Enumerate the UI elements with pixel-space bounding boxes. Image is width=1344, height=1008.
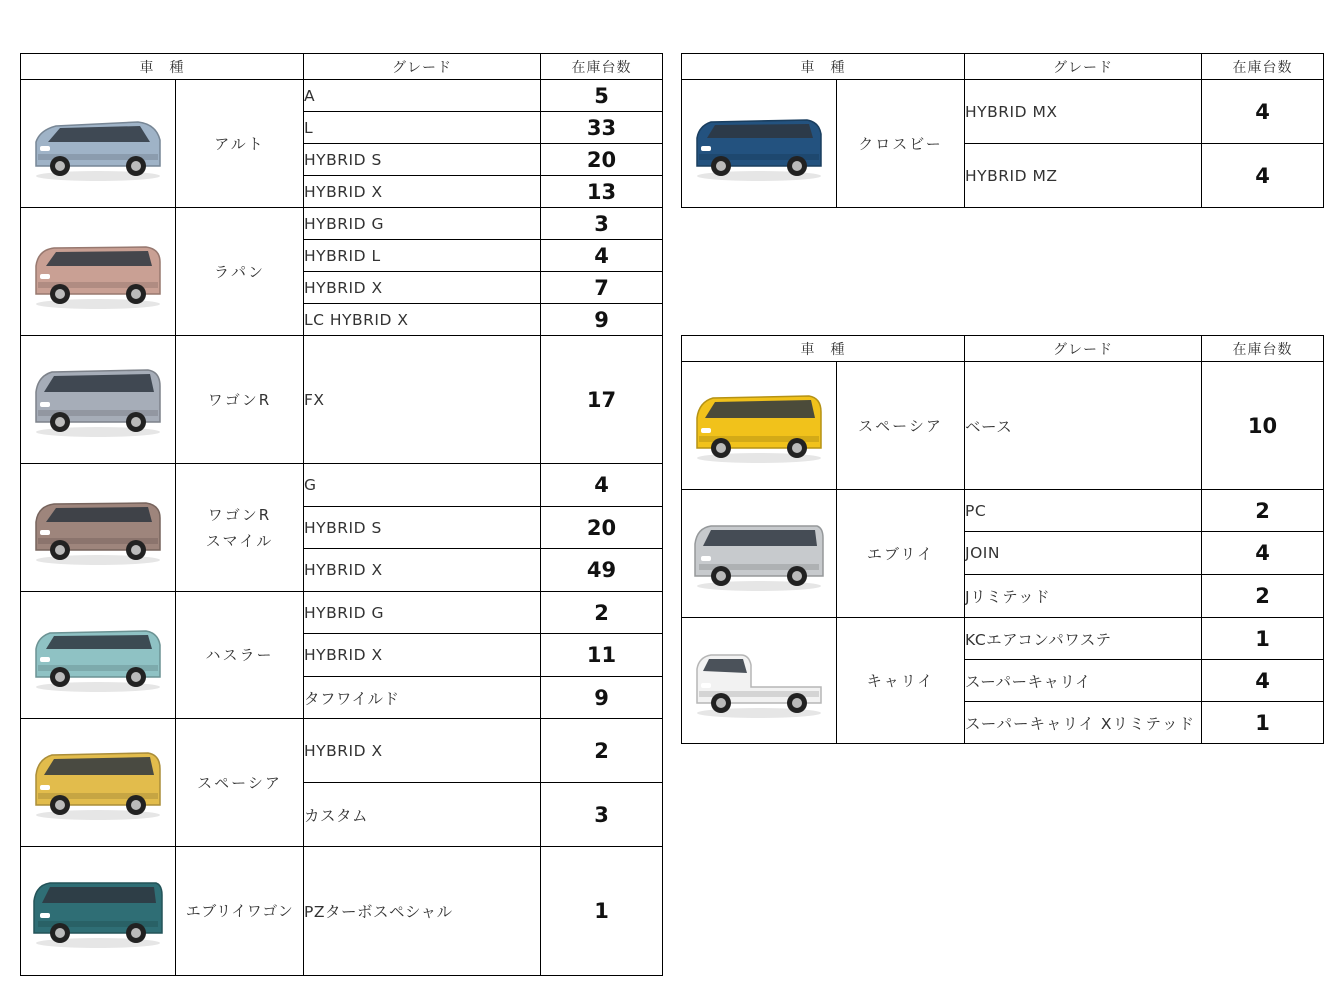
grade-name: HYBRID MX	[965, 80, 1202, 144]
grade-name: HYBRID L	[304, 240, 541, 272]
stock-count: 2	[541, 719, 663, 783]
stock-count: 4	[1202, 144, 1324, 208]
stock-count: 5	[541, 80, 663, 112]
model-name: スペーシア	[837, 362, 965, 490]
model-name-line1: ワゴンR	[207, 505, 272, 524]
grade-name: HYBRID G	[304, 592, 541, 634]
model-name: アルト	[176, 80, 304, 208]
car-image-every-van	[682, 490, 837, 618]
grade-name: スーパーキャリイ	[965, 660, 1202, 702]
grade-name: スーパーキャリイ Xリミテッド	[965, 702, 1202, 744]
stock-count: 2	[1202, 575, 1324, 618]
stock-count: 1	[1202, 702, 1324, 744]
grade-name: HYBRID G	[304, 208, 541, 240]
grade-name: FX	[304, 336, 541, 464]
stock-count: 4	[541, 240, 663, 272]
grade-name: HYBRID MZ	[965, 144, 1202, 208]
stock-count: 7	[541, 272, 663, 304]
stock-count: 4	[1202, 80, 1324, 144]
stock-count: 33	[541, 112, 663, 144]
grade-name: HYBRID X	[304, 549, 541, 592]
stock-count: 9	[541, 304, 663, 336]
stock-count: 20	[541, 507, 663, 549]
model-name: ワゴンR	[176, 336, 304, 464]
header-grade: グレード	[965, 54, 1202, 80]
grade-name: G	[304, 464, 541, 507]
grade-name: PZターボスペシャル	[304, 847, 541, 976]
header-stock: 在庫台数	[1202, 336, 1324, 362]
right-inventory-table-1	[681, 53, 1324, 208]
grade-name: KCエアコンパワステ	[965, 618, 1202, 660]
model-name: スペーシア	[176, 719, 304, 847]
car-image-wagonr-smile	[21, 464, 176, 592]
stock-count: 17	[541, 336, 663, 464]
header-model: 車 種	[21, 54, 304, 80]
grade-name: HYBRID S	[304, 507, 541, 549]
header-stock: 在庫台数	[1202, 54, 1324, 80]
car-image-alto	[21, 80, 176, 208]
car-image-carry	[682, 618, 837, 744]
model-name: キャリイ	[837, 618, 965, 744]
header-model: 車 種	[682, 54, 965, 80]
model-name-line2: スマイル	[205, 531, 274, 550]
stock-count: 3	[541, 783, 663, 847]
stock-count: 49	[541, 549, 663, 592]
grade-name: HYBRID S	[304, 144, 541, 176]
grade-name: PC	[965, 490, 1202, 532]
car-image-spacia	[21, 719, 176, 847]
stock-count: 4	[1202, 532, 1324, 575]
stock-count: 3	[541, 208, 663, 240]
model-name: エブリイ	[837, 490, 965, 618]
car-image-lapin	[21, 208, 176, 336]
stock-count: 1	[1202, 618, 1324, 660]
grade-name: HYBRID X	[304, 634, 541, 677]
header-grade: グレード	[304, 54, 541, 80]
stock-count: 10	[1202, 362, 1324, 490]
stock-count: 1	[541, 847, 663, 976]
stock-count: 9	[541, 677, 663, 719]
header-model: 車 種	[682, 336, 965, 362]
car-image-spacia-base	[682, 362, 837, 490]
grade-name: HYBRID X	[304, 176, 541, 208]
grade-name: LC HYBRID X	[304, 304, 541, 336]
grade-name: L	[304, 112, 541, 144]
car-image-hustler	[21, 592, 176, 719]
grade-name: HYBRID X	[304, 272, 541, 304]
grade-name: ベース	[965, 362, 1202, 490]
stock-count: 2	[541, 592, 663, 634]
grade-name: カスタム	[304, 783, 541, 847]
header-grade: グレード	[965, 336, 1202, 362]
grade-name: HYBRID X	[304, 719, 541, 783]
grade-name: A	[304, 80, 541, 112]
stock-count: 4	[541, 464, 663, 507]
stock-count: 20	[541, 144, 663, 176]
car-image-xbee	[682, 80, 837, 208]
model-name: ハスラー	[176, 592, 304, 719]
right-inventory-table-2	[681, 335, 1324, 744]
stock-count: 4	[1202, 660, 1324, 702]
header-stock: 在庫台数	[541, 54, 663, 80]
grade-name: Jリミテッド	[965, 575, 1202, 618]
stock-count: 11	[541, 634, 663, 677]
model-name: ラパン	[176, 208, 304, 336]
grade-name: タフワイルド	[304, 677, 541, 719]
model-name: クロスビー	[837, 80, 965, 208]
stock-count: 13	[541, 176, 663, 208]
car-image-wagonr	[21, 336, 176, 464]
model-name	[176, 464, 304, 592]
left-inventory-table	[20, 53, 663, 976]
model-name: エブリイワゴン	[176, 847, 304, 976]
stock-count: 2	[1202, 490, 1324, 532]
grade-name: JOIN	[965, 532, 1202, 575]
car-image-every-wagon	[21, 847, 176, 976]
